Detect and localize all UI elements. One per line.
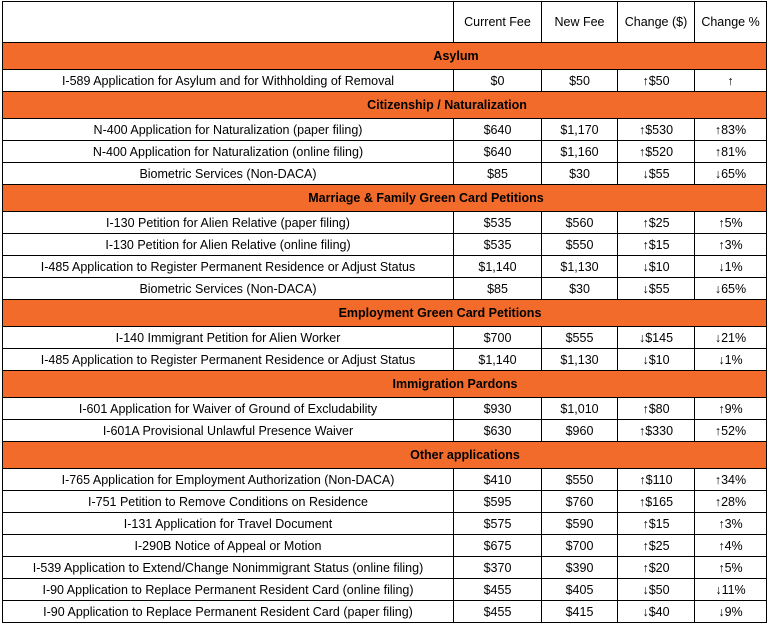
table-row bbox=[3, 513, 767, 535]
current-fee-cell: $410 bbox=[454, 469, 542, 491]
new-fee-cell: $1,160 bbox=[542, 141, 618, 163]
table-row bbox=[3, 212, 767, 234]
new-fee-cell: $30 bbox=[542, 278, 618, 300]
change-usd-cell: ↑$25 bbox=[618, 212, 695, 234]
section-header-row bbox=[3, 300, 767, 327]
change-pct-cell: ↑81% bbox=[695, 141, 767, 163]
current-fee-cell: $455 bbox=[454, 601, 542, 623]
change-usd-cell: ↓$55 bbox=[618, 163, 695, 185]
form-name-cell: I-131 Application for Travel Document bbox=[3, 513, 454, 535]
table-row bbox=[3, 535, 767, 557]
section-title-cell bbox=[3, 442, 767, 469]
change-usd-cell: ↑$15 bbox=[618, 234, 695, 256]
current-fee-cell: $455 bbox=[454, 579, 542, 601]
new-fee-cell: $550 bbox=[542, 234, 618, 256]
table-row bbox=[3, 398, 767, 420]
change-usd-cell: ↑$50 bbox=[618, 70, 695, 92]
table-row bbox=[3, 349, 767, 371]
current-fee-cell: $535 bbox=[454, 212, 542, 234]
section-title: Marriage & Family Green Card Petitions bbox=[308, 191, 544, 205]
section-title: Asylum bbox=[433, 49, 479, 63]
form-name-cell: I-90 Application to Replace Permanent Resident Card (paper filing) bbox=[3, 601, 454, 623]
current-fee-cell: $1,140 bbox=[454, 349, 542, 371]
section-title-cell bbox=[3, 300, 767, 327]
section-title: Citizenship / Naturalization bbox=[367, 98, 527, 112]
table-row bbox=[3, 256, 767, 278]
table-row bbox=[3, 420, 767, 442]
section-title: Employment Green Card Petitions bbox=[338, 306, 542, 320]
form-name-cell: I-130 Petition for Alien Relative (online filing) bbox=[3, 234, 454, 256]
change-pct-cell: ↑3% bbox=[695, 513, 767, 535]
current-fee-cell: $595 bbox=[454, 491, 542, 513]
new-fee-cell: $550 bbox=[542, 469, 618, 491]
change-pct-cell: ↑3% bbox=[695, 234, 767, 256]
section-header-row bbox=[3, 371, 767, 398]
form-name-cell: N-400 Application for Naturalization (online filing) bbox=[3, 141, 454, 163]
change-pct-cell: ↑5% bbox=[695, 212, 767, 234]
change-pct-cell: ↓1% bbox=[695, 256, 767, 278]
table-row bbox=[3, 469, 767, 491]
change-usd-cell: ↑$15 bbox=[618, 513, 695, 535]
change-pct-cell: ↑52% bbox=[695, 420, 767, 442]
change-pct-cell: ↓21% bbox=[695, 327, 767, 349]
table-row bbox=[3, 327, 767, 349]
change-pct-cell: ↑34% bbox=[695, 469, 767, 491]
change-usd-cell: ↓$10 bbox=[618, 349, 695, 371]
section-title-cell bbox=[3, 92, 767, 119]
form-name-cell: I-130 Petition for Alien Relative (paper filing) bbox=[3, 212, 454, 234]
current-fee-cell: $1,140 bbox=[454, 256, 542, 278]
change-usd-cell: ↓$145 bbox=[618, 327, 695, 349]
new-fee-cell: $390 bbox=[542, 557, 618, 579]
new-fee-cell: $415 bbox=[542, 601, 618, 623]
new-fee-cell: $590 bbox=[542, 513, 618, 535]
current-fee-cell: $930 bbox=[454, 398, 542, 420]
form-name-cell: I-601 Application for Waiver of Ground of Excludability bbox=[3, 398, 454, 420]
change-pct-cell: ↓1% bbox=[695, 349, 767, 371]
new-fee-cell: $760 bbox=[542, 491, 618, 513]
section-title-cell bbox=[3, 185, 767, 212]
new-fee-cell: $960 bbox=[542, 420, 618, 442]
change-usd-cell: ↑$520 bbox=[618, 141, 695, 163]
form-name-cell: I-589 Application for Asylum and for Withholding of Removal bbox=[3, 70, 454, 92]
current-fee-cell: $675 bbox=[454, 535, 542, 557]
table-row bbox=[3, 601, 767, 623]
new-fee-cell: $1,130 bbox=[542, 349, 618, 371]
table-row bbox=[3, 579, 767, 601]
form-name-cell: I-539 Application to Extend/Change Nonimmigrant Status (online filing) bbox=[3, 557, 454, 579]
fee-comparison-table bbox=[2, 1, 767, 623]
current-fee-cell: $575 bbox=[454, 513, 542, 535]
table-row bbox=[3, 234, 767, 256]
table-row bbox=[3, 163, 767, 185]
change-usd-cell: ↓$50 bbox=[618, 579, 695, 601]
change-usd-cell: ↓$55 bbox=[618, 278, 695, 300]
table-row bbox=[3, 141, 767, 163]
change-usd-cell: ↑$110 bbox=[618, 469, 695, 491]
new-fee-cell: $1,170 bbox=[542, 119, 618, 141]
section-title-cell bbox=[3, 43, 767, 70]
change-usd-cell: ↑$80 bbox=[618, 398, 695, 420]
form-name-cell: I-140 Immigrant Petition for Alien Worker bbox=[3, 327, 454, 349]
change-usd-cell: ↑$165 bbox=[618, 491, 695, 513]
new-fee-cell: $30 bbox=[542, 163, 618, 185]
form-name-cell: I-90 Application to Replace Permanent Resident Card (online filing) bbox=[3, 579, 454, 601]
current-fee-cell: $0 bbox=[454, 70, 542, 92]
table-body bbox=[3, 43, 767, 623]
table-row bbox=[3, 491, 767, 513]
form-name-cell: Biometric Services (Non-DACA) bbox=[3, 278, 454, 300]
change-usd-cell: ↑$330 bbox=[618, 420, 695, 442]
new-fee-cell: $555 bbox=[542, 327, 618, 349]
change-pct-cell: ↓11% bbox=[695, 579, 767, 601]
form-name-cell: Biometric Services (Non-DACA) bbox=[3, 163, 454, 185]
change-pct-cell: ↑5% bbox=[695, 557, 767, 579]
form-name-cell: N-400 Application for Naturalization (paper filing) bbox=[3, 119, 454, 141]
new-fee-cell: $560 bbox=[542, 212, 618, 234]
current-fee-cell: $85 bbox=[454, 163, 542, 185]
table-row bbox=[3, 557, 767, 579]
form-name-cell: I-290B Notice of Appeal or Motion bbox=[3, 535, 454, 557]
blank-header-cell bbox=[3, 2, 454, 43]
current-fee-cell: $85 bbox=[454, 278, 542, 300]
current-fee-cell: $630 bbox=[454, 420, 542, 442]
change-pct-header: Change % bbox=[695, 2, 767, 43]
change-usd-cell: ↑$20 bbox=[618, 557, 695, 579]
current-fee-cell: $370 bbox=[454, 557, 542, 579]
section-title: Immigration Pardons bbox=[392, 377, 518, 391]
current-fee-cell: $535 bbox=[454, 234, 542, 256]
current-fee-cell: $700 bbox=[454, 327, 542, 349]
change-usd-cell: ↑$530 bbox=[618, 119, 695, 141]
current-fee-cell: $640 bbox=[454, 141, 542, 163]
section-header-row bbox=[3, 185, 767, 212]
change-pct-cell: ↑ bbox=[695, 70, 767, 92]
current-fee-cell: $640 bbox=[454, 119, 542, 141]
change-pct-cell: ↑28% bbox=[695, 491, 767, 513]
change-pct-cell: ↑4% bbox=[695, 535, 767, 557]
section-title-cell bbox=[3, 371, 767, 398]
form-name-cell: I-601A Provisional Unlawful Presence Waiver bbox=[3, 420, 454, 442]
change-pct-cell: ↓65% bbox=[695, 163, 767, 185]
form-name-cell: I-765 Application for Employment Authorization (Non-DACA) bbox=[3, 469, 454, 491]
change-pct-cell: ↑83% bbox=[695, 119, 767, 141]
section-header-row bbox=[3, 43, 767, 70]
new-fee-cell: $405 bbox=[542, 579, 618, 601]
form-name-cell: I-751 Petition to Remove Conditions on Residence bbox=[3, 491, 454, 513]
table-row bbox=[3, 70, 767, 92]
table-row bbox=[3, 119, 767, 141]
change-usd-cell: ↓$40 bbox=[618, 601, 695, 623]
section-header-row bbox=[3, 442, 767, 469]
new-fee-cell: $1,130 bbox=[542, 256, 618, 278]
change-pct-cell: ↑9% bbox=[695, 398, 767, 420]
current-fee-header: Current Fee bbox=[454, 2, 542, 43]
change-usd-cell: ↓$10 bbox=[618, 256, 695, 278]
new-fee-cell: $700 bbox=[542, 535, 618, 557]
change-usd-header: Change ($) bbox=[618, 2, 695, 43]
new-fee-cell: $50 bbox=[542, 70, 618, 92]
section-title: Other applications bbox=[410, 448, 520, 462]
column-header-row bbox=[3, 2, 767, 43]
new-fee-header: New Fee bbox=[542, 2, 618, 43]
form-name-cell: I-485 Application to Register Permanent Residence or Adjust Status bbox=[3, 349, 454, 371]
form-name-cell: I-485 Application to Register Permanent Residence or Adjust Status bbox=[3, 256, 454, 278]
change-usd-cell: ↑$25 bbox=[618, 535, 695, 557]
new-fee-cell: $1,010 bbox=[542, 398, 618, 420]
table-row bbox=[3, 278, 767, 300]
change-pct-cell: ↓65% bbox=[695, 278, 767, 300]
change-pct-cell: ↓9% bbox=[695, 601, 767, 623]
section-header-row bbox=[3, 92, 767, 119]
